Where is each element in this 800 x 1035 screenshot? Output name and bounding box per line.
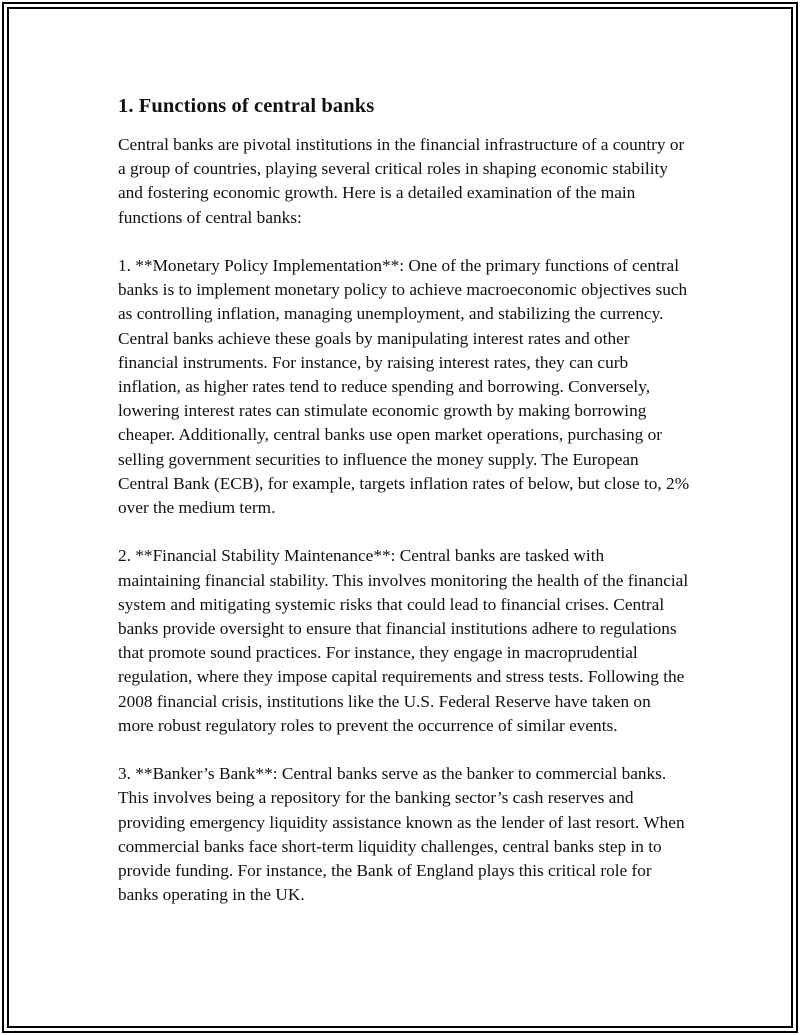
monetary-policy-paragraph: 1. **Monetary Policy Implementation**: One of the primary functions of central banks is to implement monetary policy to achieve macroeconomic objectives such as controlling inflation, managing unemployment, and stabilizing the currency. Central banks achieve these goals by manipulating interest rates and other financial instruments. For instance, by raising interest rates, they can curb inflation, as higher rates tend to reduce spending and borrowing. Conversely, lowering interest rates can stimulate economic growth by making borrowing cheaper. Additionally, central banks use open market operations, purchasing or selling government securities to influence the money supply. The European Central Bank (ECB), for example, targets inflation rates of below, but close to, 2% over the medium term.	[118, 256, 690, 518]
financial-stability-paragraph: 2. **Financial Stability Maintenance**: Central banks are tasked with maintaining financial stability. This involves monitoring the health of the financial system and mitigating systemic risks that could lead to financial crises. Central banks provide oversight to ensure that financial institutions adhere to regulations that promote sound practices. For instance, they engage in macroprudential regulation, where they impose capital requirements and stress tests. Following the 2008 financial crisis, institutions like the U.S. Federal Reserve have taken on more robust regulatory roles to prevent the occurrence of similar events.	[118, 546, 689, 735]
bankers-bank-paragraph: 3. **Banker’s Bank**: Central banks serve as the banker to commercial banks. This involves being a repository for the banking sector’s cash reserves and providing emergency liquidity assistance known as the lender of last resort. When commercial banks face short-term liquidity challenges, central banks step in to provide funding. For instance, the Bank of England plays this critical role for banks operating in the UK.	[118, 764, 685, 905]
intro-paragraph: Central banks are pivotal institutions in the financial infrastructure of a country or a group of countries, playing several critical roles in shaping economic stability and fostering economic growth. Here is a detailed examination of the main functions of central banks:	[118, 135, 685, 227]
section-heading: 1. Functions of central banks	[118, 95, 375, 117]
document-body	[118, 92, 690, 932]
